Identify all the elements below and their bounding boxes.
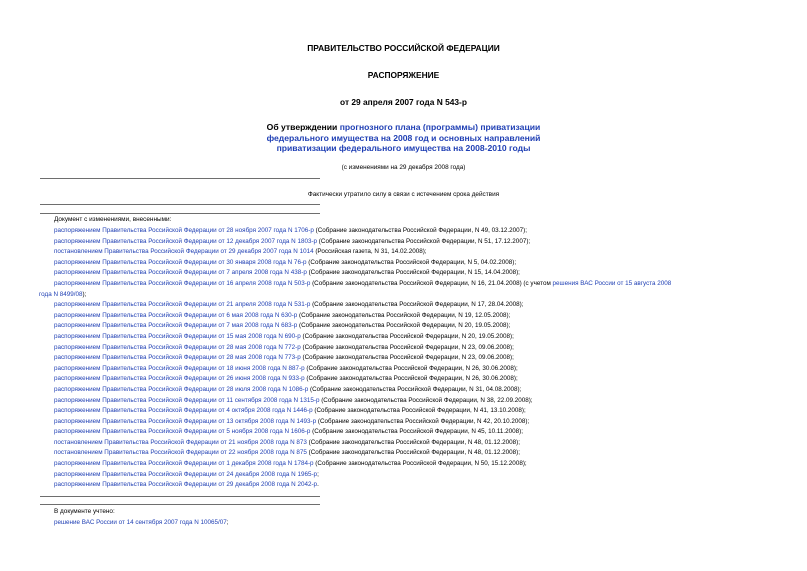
list-item [54,385,774,396]
amendment-link[interactable]: распоряжением Правительства Российской Федерации от 29 декабря 2008 года N 2042-р [54,481,318,489]
amendment-source: . [317,481,319,489]
amendment-link[interactable]: распоряжением Правительства Российской Федерации от 16 апреля 2008 года N 503-р [54,279,311,287]
amendment-link[interactable]: распоряжением Правительства Российской Федерации от 7 мая 2008 года N 683-р [54,322,298,330]
list-item [54,258,774,269]
title-prefix: Об утверждении [266,122,340,132]
list-item [54,459,774,470]
amendment-link[interactable]: распоряжением Правительства Российской Федерации от 18 июня 2008 года N 887-р [54,364,305,372]
amendment-source: ; [317,470,319,478]
list-item [54,417,774,428]
list-item [54,427,774,438]
amendment-source: (Собрание законодательства Российской Федерации, N 31, 04.08.2008); [308,385,522,393]
amendment-link[interactable]: распоряжением Правительства Российской Федерации от 28 мая 2008 года N 772-р [54,343,301,351]
amendment-link[interactable]: распоряжением Правительства Российской Федерации от 4 октября 2008 года N 1446-р [54,407,313,415]
amendment-link[interactable]: распоряжением Правительства Российской Федерации от 28 мая 2008 года N 773-р [54,354,301,362]
amendment-link[interactable]: постановлением Правительства Российской Федерации от 21 ноября 2008 года N 873 [54,438,307,446]
title-line-3[interactable]: приватизации федерального имущества на 2008-2010 годы [276,143,531,154]
amendment-source: (Собрание законодательства Российской Федерации, N 16, 21.04.2008) (с учетом [310,279,553,287]
order-date: от 29 апреля 2007 года N 543-р [340,97,467,107]
title-link-plan[interactable]: прогнозного плана (программы) приватизации [339,122,541,132]
list-item [54,311,774,322]
amendment-source: (Собрание законодательства Российской Федерации, N 20, 19.05.2008); [300,332,514,340]
amendment-link[interactable]: распоряжением Правительства Российской Федерации от 28 июля 2008 года N 1086-р [54,385,309,393]
amendment-link[interactable]: распоряжением Правительства Российской Федерации от 5 ноября 2008 года N 1606-р [54,428,311,436]
list-item [39,279,774,300]
amendment-link[interactable]: распоряжением Правительства Российской Федерации от 1 декабря 2008 года N 1784-р [54,460,314,468]
divider [40,204,320,205]
court-decision-link[interactable]: решения ВАС России от 15 августа 2008 [552,279,672,287]
amendment-link[interactable]: распоряжением Правительства Российской Федерации от 11 сентября 2008 года N 1315-р [54,396,320,404]
amendment-link[interactable]: распоряжением Правительства Российской Федерации от 30 января 2008 года N 76-р [54,258,307,266]
list-item [54,332,774,343]
title-line-2[interactable]: федерального имущества на 2008 год и основных направлений [266,132,541,143]
amendment-link[interactable]: распоряжением Правительства Российской Федерации от 6 мая 2008 года N 630-р [54,311,298,319]
amendment-source: (Собрание законодательства Российской Федерации, N 48, 01.12.2008); [306,438,520,446]
list-item [54,364,774,375]
amendment-source: (Собрание законодательства Российской Федерации, N 20, 19.05.2008); [297,322,511,330]
list-item [54,396,774,407]
list-item [54,343,774,354]
document-title [0,122,807,154]
note-link[interactable]: решение ВАС России от 14 сентября 2007 года N 10065/07 [54,519,227,526]
amendment-source: (Собрание законодательства Российской Федерации, N 48, 01.12.2008); [306,449,520,457]
title-line-1 [0,122,807,133]
amendment-source: (Собрание законодательства Российской Федерации, N 42, 20.10.2008); [316,417,530,425]
amendment-link[interactable]: распоряжением Правительства Российской Федерации от 12 декабря 2007 года N 1803-р [54,237,318,245]
amendment-source: (Собрание законодательства Российской Федерации, N 23, 09.06.2008); [300,343,514,351]
list-item [54,226,774,237]
order-heading: РАСПОРЯЖЕНИЕ [367,70,440,80]
amendment-source: (Собрание законодательства Российской Федерации, N 49, 03.12.2007); [313,227,527,234]
amendment-source: (Собрание законодательства Российской Федерации, N 15, 14.04.2008); [306,269,520,277]
list-item [54,406,774,417]
divider [40,504,320,505]
amendment-source: (Собрание законодательства Российской Федерации, N 51, 17.12.2007); [317,237,531,245]
amendment-link[interactable]: распоряжением Правительства Российской Федерации от 24 декабря 2008 года N 1965-р [54,470,318,478]
note-text: ; [226,519,229,526]
amendment-source: (Собрание законодательства Российской Федерации, N 23, 09.06.2008); [300,354,514,362]
amendment-source: ); [82,290,87,298]
list-item [54,321,774,332]
amendment-source: (Собрание законодательства Российской Федерации, N 50, 15.12.2008); [313,460,527,468]
divider [40,496,320,497]
amendment-link[interactable]: постановлением Правительства Российской Федерации от 29 декабря 2007 года N 1014 [54,248,314,256]
amendments-list [39,226,774,491]
amendment-source: (Собрание законодательства Российской Федерации, N 26, 30.06.2008); [304,375,518,383]
list-item [54,374,774,385]
list-item [54,268,774,279]
court-decision-link-cont[interactable]: года N 8499/08 [39,290,83,298]
list-item [54,247,774,258]
list-item [54,438,774,449]
divider [40,178,320,179]
amendment-link[interactable]: распоряжением Правительства Российской Федерации от 15 мая 2008 года N 690-р [54,332,301,340]
changes-note: (с изменениями на 29 декабря 2008 года) [341,164,466,171]
amendment-source: (Собрание законодательства Российской Федерации, N 26, 30.06.2008); [304,364,518,372]
list-item [54,353,774,364]
amendment-source: (Собрание законодательства Российской Федерации, N 41, 13.10.2008); [312,407,526,415]
lost-force-note: Фактически утратило силу в связи с истечением срока действия [307,191,500,198]
amendment-source: (Собрание законодательства Российской Федерации, N 19, 12.05.2008); [297,311,511,319]
list-item [54,480,774,491]
list-item [54,470,774,481]
amendment-link[interactable]: распоряжением Правительства Российской Федерации от 28 ноября 2007 года N 1706-р [54,227,314,234]
list-item [54,448,774,459]
amendment-source: (Собрание законодательства Российской Федерации, N 38, 22.09.2008); [319,396,533,404]
amendment-link[interactable]: распоряжением Правительства Российской Федерации от 26 июня 2008 года N 933-р [54,375,305,383]
list-item [54,237,774,248]
list-item [54,300,774,311]
divider [40,213,320,214]
government-heading: ПРАВИТЕЛЬСТВО РОССИЙСКОЙ ФЕДЕРАЦИИ [307,43,500,53]
amendment-source: (Российская газета, N 31, 14.02.2008); [313,248,427,256]
amendments-heading: Документ с изменениями, внесенными: [54,216,172,223]
amendment-link[interactable]: распоряжением Правительства Российской Федерации от 21 апреля 2008 года N 531-р [54,301,311,309]
amendment-link[interactable]: распоряжением Правительства Российской Федерации от 7 апреля 2008 года N 438-р [54,269,307,277]
note-heading: В документе учтено: [54,508,115,515]
amendment-link[interactable]: постановлением Правительства Российской Федерации от 22 ноября 2008 года N 875 [54,449,307,457]
amendment-link[interactable]: распоряжением Правительства Российской Федерации от 13 октября 2008 года N 1493-р [54,417,317,425]
amendment-source: (Собрание законодательства Российской Федерации, N 5, 04.02.2008); [306,258,517,266]
note-item [54,519,229,526]
amendment-source: (Собрание законодательства Российской Федерации, N 45, 10.11.2008); [310,428,524,436]
amendment-source: (Собрание законодательства Российской Федерации, N 17, 28.04.2008); [310,301,524,309]
